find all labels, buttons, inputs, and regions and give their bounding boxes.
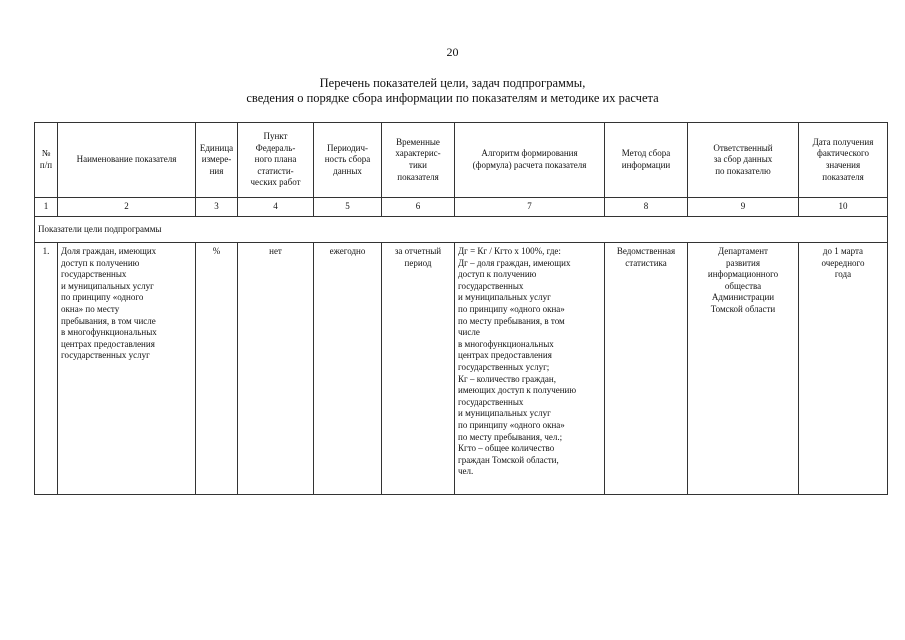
header-cell-date: Дата получения фактического значения показателя <box>799 123 888 198</box>
document-title <box>0 76 905 106</box>
column-number: 9 <box>688 198 799 217</box>
indicator-unit: % <box>196 243 238 495</box>
header-cell-num: № п/п <box>35 123 58 198</box>
indicator-name: Доля граждан, имеющих доступ к получению государственных и муниципальных услуг по принципу «одного окна» по месту пребывания, в том числе в многофункциональных центрах предоставления государственных услуг <box>58 243 196 495</box>
header-cell-time-characteristics: Временные характерис- тики показателя <box>382 123 455 198</box>
column-number: 3 <box>196 198 238 217</box>
title-line-2: сведения о порядке сбора информации по показателям и методике их расчета <box>246 91 659 105</box>
indicator-algorithm: Дг = Кг / Кгто х 100%, где: Дг – доля граждан, имеющих доступ к получению государственных и муниципальных услуг по принципу «одного окна» по месту пребывания, в том числе в многофункциональных центрах предоставления государственных услуг; Кг – количество граждан, имеющих доступ к получению государственных и муниципальных услуг по принципу «одного окна» по месту пребывания, чел.; Кгто – общее количество граждан Томской области, чел. <box>455 243 605 495</box>
header-cell-periodicity: Периодич- ность сбора данных <box>314 123 382 198</box>
indicator-method: Ведомственная статистика <box>605 243 688 495</box>
column-number: 5 <box>314 198 382 217</box>
section-title: Показатели цели подпрограммы <box>35 217 888 243</box>
column-number: 10 <box>799 198 888 217</box>
title-line-1: Перечень показателей цели, задач подпрограммы, <box>319 76 586 90</box>
header-cell-responsible: Ответственный за сбор данных по показателю <box>688 123 799 198</box>
page-number: 20 <box>446 45 459 59</box>
column-number: 1 <box>35 198 58 217</box>
header-cell-method: Метод сбора информации <box>605 123 688 198</box>
column-number: 6 <box>382 198 455 217</box>
indicator-responsible: Департамент развития информационного общества Администрации Томской области <box>688 243 799 495</box>
row-number: 1. <box>35 243 58 495</box>
header-cell-algorithm: Алгоритм формирования (формула) расчета показателя <box>455 123 605 198</box>
indicator-federal-plan: нет <box>238 243 314 495</box>
header-row <box>35 123 888 198</box>
indicator-periodicity: ежегодно <box>314 243 382 495</box>
column-number: 8 <box>605 198 688 217</box>
header-cell-unit: Единица измере- ния <box>196 123 238 198</box>
indicators-table <box>34 122 888 495</box>
table-row <box>35 243 888 495</box>
section-row <box>35 217 888 243</box>
column-number: 7 <box>455 198 605 217</box>
header-cell-federal-plan: Пункт Федераль- ного плана статисти- ческих работ <box>238 123 314 198</box>
column-number-row <box>35 198 888 217</box>
column-number: 4 <box>238 198 314 217</box>
indicator-date: до 1 марта очередного года <box>799 243 888 495</box>
header-cell-name: Наименование показателя <box>58 123 196 198</box>
indicator-time-characteristics: за отчетный период <box>382 243 455 495</box>
column-number: 2 <box>58 198 196 217</box>
